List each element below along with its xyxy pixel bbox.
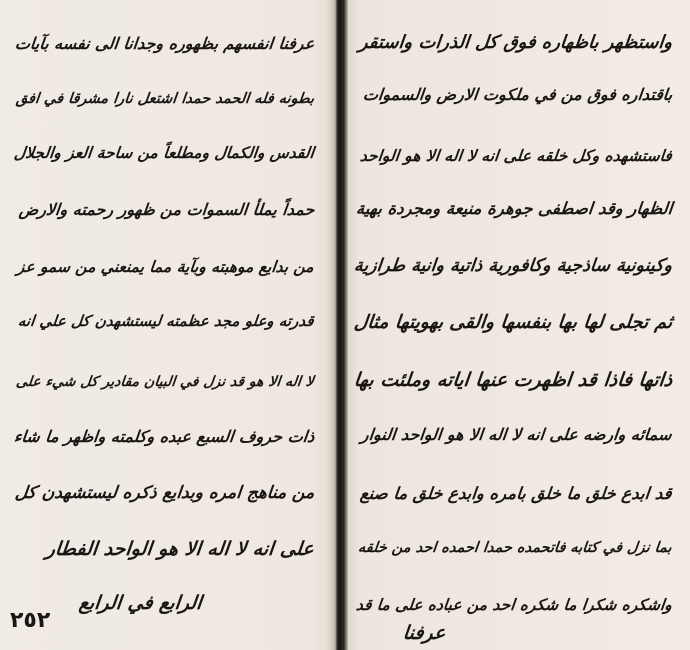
left-page — [0, 0, 332, 650]
text-line: ثم تجلى لها بها بنفسها والقى بهويتها مثال — [352, 312, 674, 333]
text-line: لا اله الا هو قد نزل في البيان مقادير كل شيء على — [15, 374, 315, 390]
right-page — [344, 0, 690, 650]
text-line: الرابع في الرابع — [78, 592, 204, 614]
text-line: قدرته وعلو مجد عظمته ليستشهدن كل علي انه — [17, 312, 315, 330]
text-line: واستظهر باظهاره فوق كل الذرات واستقر — [357, 32, 674, 53]
text-line: من بدايع موهبته وبآية مما يمنعني من سمو عز — [16, 258, 315, 276]
text-line: من مناهج امره وبدايع ذكره ليستشهدن كل — [13, 483, 316, 503]
text-line: ذات حروف السبع عبده وكلمته واظهر ما شاء — [12, 427, 316, 446]
text-line: حمداً يملأ السموات من ظهور رحمته والارض — [17, 200, 316, 219]
text-line: فاستشهده وكل خلقه على انه لا اله الا هو الواحد — [359, 147, 673, 165]
text-line: ذاتها فاذا قد اظهرت عنها اياته وملئت بها — [352, 369, 674, 391]
text-line: الظهار وقد اصطفى جوهرة منيعة ومجردة بهية — [354, 199, 674, 218]
text-line: بما نزل في كتابه فاتحمده حمدا احمده احد من خلقه — [357, 540, 673, 556]
text-line: على انه لا اله الا هو الواحد الفطار — [45, 538, 316, 560]
text-line: سمائه وارضه على انه لا اله الا هو الواحد النوار — [360, 425, 674, 444]
text-line: قد ابدع خلق ما خلق بامره وابدع خلق ما صنع — [359, 484, 674, 503]
text-line: عرفنا — [401, 622, 447, 644]
text-line: القدس والكمال ومطلعاً من ساحة العز والجلال — [13, 144, 315, 162]
text-line: واشكره شكرا ما شكره احد من عباده على ما قد — [355, 596, 673, 614]
text-line: عرفنا انفسهم بظهوره وجدانا الى نفسه بآيات — [13, 34, 316, 53]
page-number: ٢٥٢ — [10, 608, 51, 633]
text-line: باقتداره فوق من في ملكوت الارض والسموات — [361, 85, 674, 104]
text-line: وكينونية ساذجية وكافورية ذاتية وانية طرازية — [352, 256, 674, 276]
text-line: بطونه فله الحمد حمدا اشتعل نارا مشرقا في افق — [15, 91, 315, 107]
